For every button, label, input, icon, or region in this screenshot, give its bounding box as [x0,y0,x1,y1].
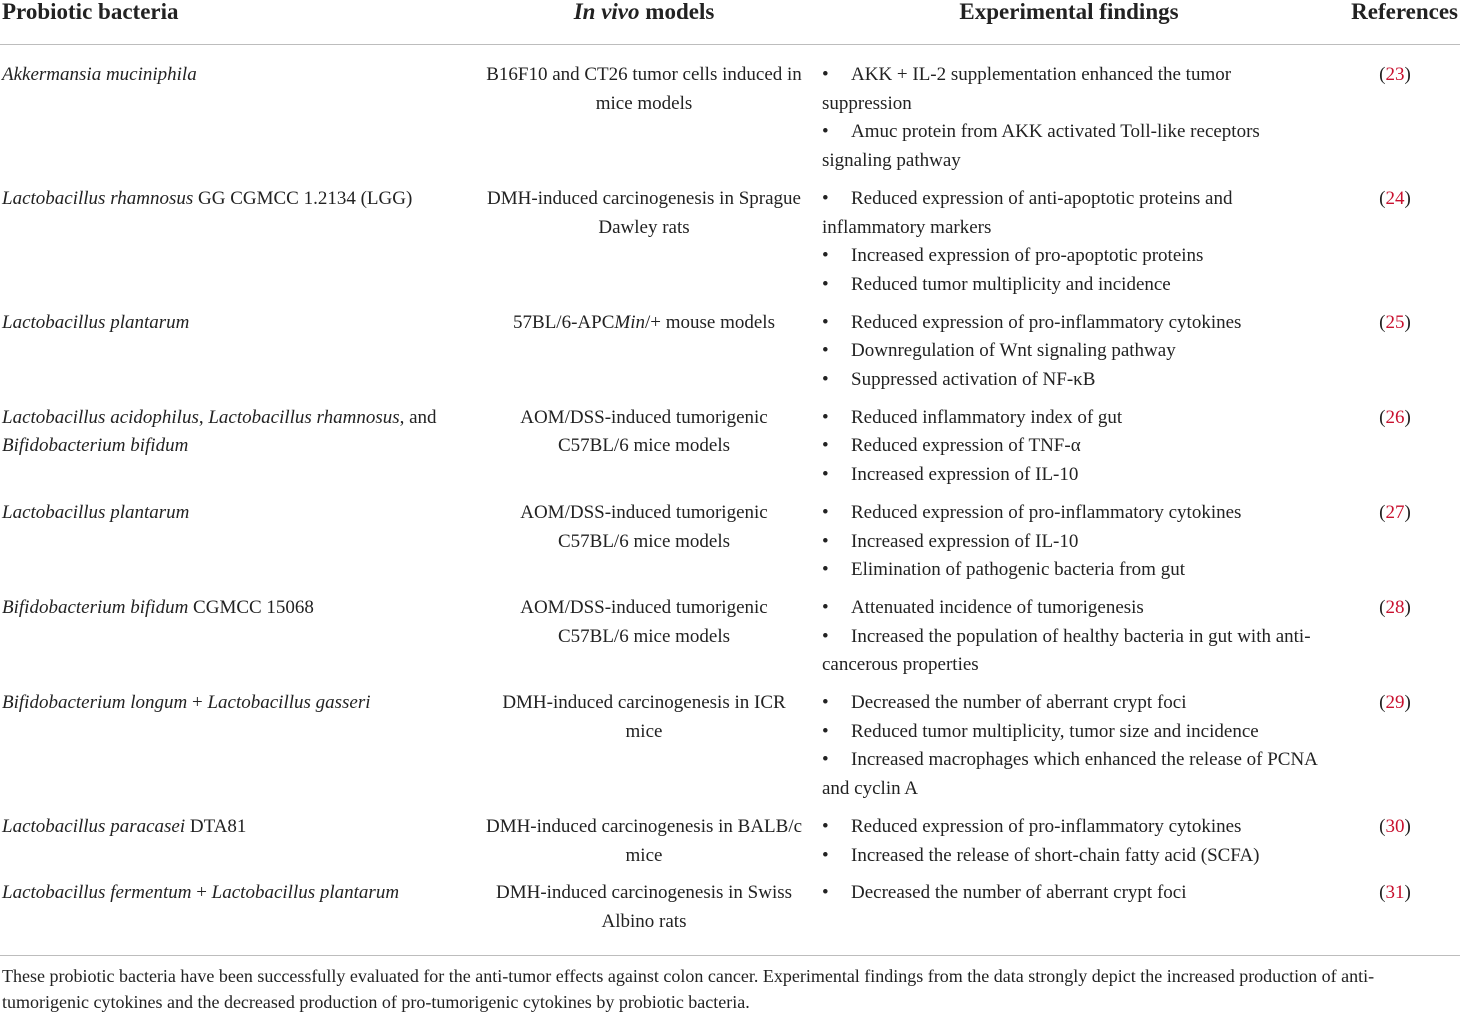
finding-text: Downregulation of Wnt signaling pathway [851,340,1176,362]
bullet-icon: • [822,406,829,428]
finding-item [822,689,1318,718]
bullet-icon: • [822,815,829,837]
bacteria-species-name: Lactobacillus plantarum [2,311,190,333]
finding-item [822,813,1318,842]
reference-paren-open: ( [1379,406,1386,428]
bullet-icon: • [822,464,829,486]
finding-item [822,528,1318,557]
bacteria-strain-text: + [187,692,208,714]
finding-text: Reduced tumor multiplicity and incidence [851,273,1171,295]
reference-paren-close: ) [1404,187,1411,209]
finding-item [822,746,1318,803]
bacteria-species-name: Lactobacillus acidophilus [2,406,199,428]
bullet-icon: • [822,530,829,552]
finding-text: Attenuated incidence of tumorigenesis [851,596,1144,618]
bullet-icon: • [822,273,829,295]
reference-paren-close: ) [1404,882,1411,904]
bacteria-species-name: Lactobacillus plantarum [2,501,190,523]
table-row [0,813,1460,879]
cell-in-vivo-model: DMH-induced carcinogenesis in BALB/c mice [485,815,803,866]
header-in-vivo-models [474,0,814,45]
reference-paren-close: ) [1404,692,1411,714]
reference-link[interactable]: 28 [1385,596,1405,618]
cell-probiotic-bacteria [0,404,474,499]
reference-link[interactable]: 23 [1385,64,1405,85]
cell-probiotic-bacteria [0,689,474,813]
cell-experimental-findings [814,813,1324,879]
finding-item [822,185,1318,242]
cell-reference [1324,309,1460,404]
finding-text: Elimination of pathogenic bacteria from gut [851,559,1185,581]
cell-reference [1324,813,1460,879]
bacteria-species-name: Lactobacillus paracasei [2,815,186,837]
bullet-icon: • [822,311,829,333]
finding-text: Reduced expression of anti-apoptotic proteins and inflammatory markers [822,187,1233,238]
cell-probiotic-bacteria [0,45,474,185]
cell-experimental-findings [814,45,1324,185]
bullet-icon: • [822,340,829,362]
cell-probiotic-bacteria [0,594,474,689]
finding-text: AKK + IL-2 supplementation enhanced the tumor suppression [822,64,1232,114]
table-row [0,499,1460,594]
reference-paren-open: ( [1379,815,1386,837]
bullet-icon: • [822,882,829,904]
finding-text: Increased macrophages which enhanced the release of PCNA and cyclin A [822,749,1317,800]
bullet-icon: • [822,369,829,391]
reference-paren-close: ) [1404,64,1411,85]
cell-experimental-findings [814,879,1324,955]
finding-item [822,499,1318,528]
table-footnote: These probiotic bacteria have been successfully evaluated for the anti-tumor effects against colon cancer. Experimental findings from the data strongly depict the increased production of anti-tumorigenic cytokines and the decreased production of pro-tumorigenic cytokines by probiotic bacteria. [2,966,1375,1012]
table-header [0,0,1460,45]
model-text-part: /+ mouse models [644,311,775,333]
finding-item [822,404,1318,433]
bullet-icon: • [822,121,829,143]
cell-experimental-findings [814,404,1324,499]
table-body [0,45,1460,956]
reference-link[interactable]: 26 [1385,406,1405,428]
finding-text: Increased expression of IL-10 [851,530,1079,552]
header-experimental-findings: Experimental findings [814,0,1324,45]
bullet-icon: • [822,692,829,714]
cell-experimental-findings [814,689,1324,813]
bacteria-strain-text: , [198,406,209,428]
cell-in-vivo-model: B16F10 and CT26 tumor cells induced in mice models [486,64,802,114]
finding-text: Suppressed activation of NF-κB [851,369,1096,391]
cell-reference [1324,404,1460,499]
cell-in-vivo-model: DMH-induced carcinogenesis in ICR mice [502,692,786,742]
finding-text: Decreased the number of aberrant crypt foci [851,882,1187,904]
cell-experimental-findings [814,309,1324,404]
reference-link[interactable]: 30 [1385,815,1405,837]
bullet-icon: • [822,596,829,618]
reference-paren-open: ( [1379,882,1386,904]
finding-text: Reduced tumor multiplicity, tumor size and incidence [851,720,1259,742]
cell-in-vivo-model: AOM/DSS-induced tumorigenic C57BL/6 mice models [520,501,768,552]
finding-item [822,718,1318,747]
finding-item [822,242,1318,271]
finding-text: Decreased the number of aberrant crypt foci [851,692,1187,714]
finding-text: Reduced inflammatory index of gut [851,406,1123,428]
header-probiotic-bacteria: Probiotic bacteria [0,0,474,45]
reference-paren-open: ( [1379,501,1386,523]
cell-in-vivo-model: DMH-induced carcinogenesis in Swiss Albino rats [474,879,814,955]
bullet-icon: • [822,720,829,742]
finding-text: Reduced expression of pro-inflammatory cytokines [851,501,1242,523]
finding-item [822,461,1318,490]
finding-item [822,118,1318,175]
bacteria-species-name: Lactobacillus rhamnosus [208,406,400,428]
reference-link[interactable]: 29 [1385,692,1405,714]
finding-text: Reduced expression of pro-inflammatory cytokines [851,311,1242,333]
table-row [0,309,1460,404]
finding-item [822,366,1318,395]
finding-item [822,337,1318,366]
bacteria-species-name: Lactobacillus gasseri [207,692,371,714]
finding-text: Increased expression of IL-10 [851,464,1079,486]
cell-reference [1324,45,1460,185]
table-row [0,404,1460,499]
bacteria-species-name: Lactobacillus plantarum [211,882,400,904]
cell-in-vivo-model: DMH-induced carcinogenesis in Sprague Dawley rats [487,187,801,238]
reference-paren-close: ) [1404,596,1411,618]
bacteria-strain-text: , and [399,406,437,428]
bullet-icon: • [822,187,829,209]
cell-in-vivo-model [474,309,814,404]
bacteria-strain-text: + [191,882,212,904]
bacteria-species-name: Lactobacillus rhamnosus [2,187,194,209]
finding-item [822,594,1318,623]
bullet-icon: • [822,64,829,85]
header-references: References [1324,0,1460,45]
finding-text: Increased the population of healthy bacteria in gut with anti-cancerous properties [822,625,1311,676]
finding-item [822,309,1318,338]
bacteria-species-name: Bifidobacterium bifidum [2,435,189,457]
table-row [0,879,1460,955]
cell-experimental-findings [814,499,1324,594]
finding-text: Increased expression of pro-apoptotic proteins [851,245,1204,267]
table-row [0,689,1460,813]
cell-reference [1324,185,1460,309]
finding-item [822,556,1318,585]
bacteria-strain-text: GG CGMCC 1.2134 (LGG) [193,187,413,209]
cell-reference [1324,499,1460,594]
finding-item [822,61,1318,118]
bullet-icon: • [822,749,829,771]
reference-link[interactable]: 25 [1385,311,1405,333]
bacteria-species-name: Bifidobacterium longum [2,692,188,714]
reference-paren-open: ( [1379,64,1386,85]
cell-reference [1324,689,1460,813]
finding-text: Reduced expression of TNF-α [851,435,1081,457]
finding-text: Increased the release of short-chain fatty acid (SCFA) [851,844,1260,866]
finding-item [822,842,1318,871]
bacteria-species-name: Lactobacillus fermentum [2,882,192,904]
reference-paren-close: ) [1404,501,1411,523]
reference-paren-open: ( [1379,596,1386,618]
bullet-icon: • [822,844,829,866]
model-text-part: Min [614,311,645,333]
cell-experimental-findings [814,594,1324,689]
bullet-icon: • [822,435,829,457]
header-models-text: models [639,0,715,24]
bacteria-species-name: Bifidobacterium bifidum [2,596,189,618]
table-row [0,594,1460,689]
reference-link[interactable]: 27 [1385,501,1405,523]
cell-reference [1324,879,1460,955]
reference-paren-close: ) [1404,815,1411,837]
reference-paren-open: ( [1379,692,1386,714]
cell-in-vivo-model: AOM/DSS-induced tumorigenic C57BL/6 mice models [520,596,768,647]
bullet-icon: • [822,559,829,581]
table-row [0,185,1460,309]
cell-in-vivo-model: AOM/DSS-induced tumorigenic C57BL/6 mice models [520,406,768,457]
reference-link[interactable]: 31 [1385,882,1405,904]
cell-probiotic-bacteria [0,813,474,879]
finding-text: Amuc protein from AKK activated Toll-like receptors signaling pathway [822,121,1260,172]
bacteria-strain-text: CGMCC 15068 [188,596,314,618]
table-row [0,45,1460,185]
reference-paren-close: ) [1404,406,1411,428]
reference-paren-open: ( [1379,311,1386,333]
header-in-vivo-italic: In vivo [573,0,640,24]
bacteria-strain-text: DTA81 [185,815,247,837]
cell-probiotic-bacteria [0,185,474,309]
bullet-icon: • [822,625,829,647]
reference-link[interactable]: 24 [1385,187,1405,209]
model-text-part: 57BL/6-APC [513,311,615,333]
reference-paren-open: ( [1379,187,1386,209]
finding-item [822,879,1318,908]
bullet-icon: • [822,501,829,523]
bacteria-species-name: Akkermansia muciniphila [2,64,197,85]
cell-probiotic-bacteria [0,879,474,955]
finding-item [822,432,1318,461]
cell-reference [1324,594,1460,689]
cell-probiotic-bacteria [0,499,474,594]
bullet-icon: • [822,245,829,267]
reference-paren-close: ) [1404,311,1411,333]
finding-text: Reduced expression of pro-inflammatory cytokines [851,815,1242,837]
finding-item [822,623,1318,680]
finding-item [822,271,1318,300]
cell-probiotic-bacteria [0,309,474,404]
cell-experimental-findings [814,185,1324,309]
